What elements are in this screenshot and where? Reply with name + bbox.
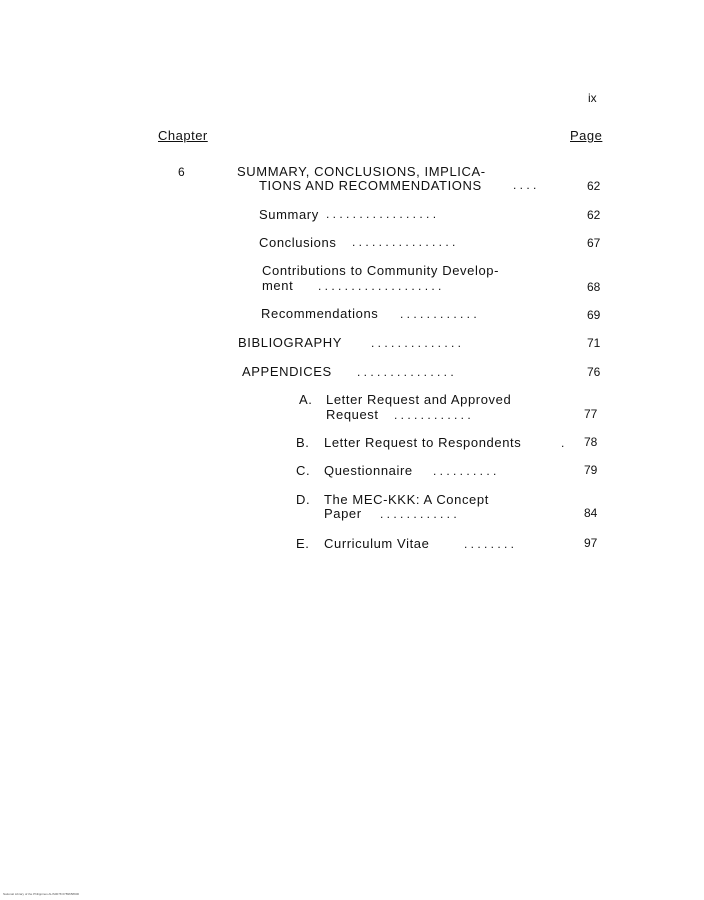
page-column-header: Page — [570, 128, 603, 143]
toc-leader: . . . . . . . . — [464, 537, 515, 551]
toc-entry-summary: Summary — [259, 207, 319, 222]
toc-leader: . . . . . . . . . . — [433, 464, 497, 478]
toc-page-number: 97 — [584, 536, 598, 550]
appendix-letter: B. — [296, 435, 310, 450]
toc-page-number: 84 — [584, 506, 598, 520]
toc-leader: . . . . . . . . . . . . . . . . . — [326, 207, 437, 221]
appendix-letter: C. — [296, 463, 311, 478]
toc-page-number: 62 — [587, 179, 601, 193]
toc-leader: . — [561, 436, 565, 450]
appendix-a-title-line-1: Letter Request and Approved — [326, 392, 512, 407]
appendix-b-title: Letter Request to Respondents — [324, 435, 522, 450]
toc-leader: . . . . — [513, 178, 537, 192]
appendix-c-title: Questionnaire — [324, 463, 413, 478]
chapter-title-line-2: TIONS AND RECOMMENDATIONS — [259, 178, 482, 193]
toc-page-number: 71 — [587, 336, 601, 350]
toc-entry-conclusions: Conclusions — [259, 235, 337, 250]
footer-scan-note: National Library of the Philippines ALIS0078 0789658900 — [3, 892, 80, 896]
toc-page-number: 76 — [587, 365, 601, 379]
toc-page-number: 68 — [587, 280, 601, 294]
page-number: ix — [588, 91, 597, 105]
toc-page-number: 77 — [584, 407, 598, 421]
toc-leader: . . . . . . . . . . . . — [380, 507, 457, 521]
toc-entry-appendices: APPENDICES — [242, 364, 332, 379]
toc-page-number: 69 — [587, 308, 601, 322]
appendix-d-title-line-1: The MEC-KKK: A Concept — [324, 492, 489, 507]
appendix-e-title: Curriculum Vitae — [324, 536, 430, 551]
toc-page-number: 79 — [584, 463, 598, 477]
toc-entry-recommendations: Recommendations — [261, 306, 379, 321]
toc-page-number: 62 — [587, 208, 601, 222]
toc-leader: . . . . . . . . . . . . . . — [371, 336, 462, 350]
toc-leader: . . . . . . . . . . . . . . . . . . . — [318, 279, 442, 293]
chapter-number: 6 — [178, 165, 185, 179]
toc-leader: . . . . . . . . . . . . . . . . — [352, 235, 456, 249]
chapter-title-line-1: SUMMARY, CONCLUSIONS, IMPLICA- — [237, 164, 486, 179]
chapter-column-header: Chapter — [158, 128, 208, 143]
toc-leader: . . . . . . . . . . . . . . . — [357, 365, 454, 379]
toc-entry-contributions-line-2: ment — [262, 278, 294, 293]
toc-page-number: 78 — [584, 435, 598, 449]
appendix-letter: E. — [296, 536, 310, 551]
appendix-letter: D. — [296, 492, 311, 507]
toc-entry-bibliography: BIBLIOGRAPHY — [238, 335, 343, 350]
toc-leader: . . . . . . . . . . . . — [394, 408, 471, 422]
toc-page-number: 67 — [587, 236, 601, 250]
toc-entry-contributions-line-1: Contributions to Community Develop- — [262, 263, 500, 278]
appendix-a-title-line-2: Request — [326, 407, 379, 422]
appendix-letter: A. — [299, 392, 313, 407]
toc-leader: . . . . . . . . . . . . — [400, 307, 477, 321]
appendix-d-title-line-2: Paper — [324, 506, 362, 521]
